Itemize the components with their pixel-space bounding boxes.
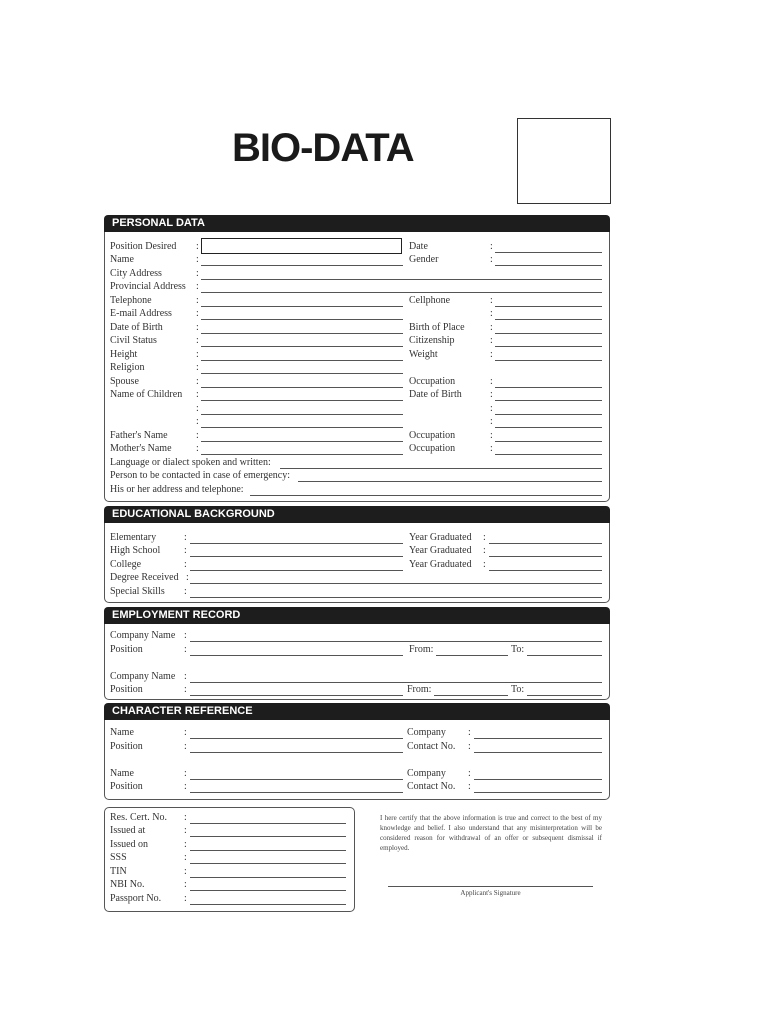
to-date-line[interactable] bbox=[527, 655, 602, 656]
label-reference-contact: Contact No. bbox=[407, 741, 456, 752]
label-reference-position: Position bbox=[110, 741, 143, 752]
company-name-line[interactable] bbox=[190, 682, 602, 683]
colon: : bbox=[184, 825, 187, 836]
year-graduated-line[interactable] bbox=[489, 570, 602, 571]
colon: : bbox=[184, 866, 187, 877]
colon: : bbox=[184, 879, 187, 890]
father-occupation-line[interactable] bbox=[495, 441, 602, 442]
colon: : bbox=[186, 572, 189, 583]
colon: : bbox=[468, 781, 471, 792]
colon: : bbox=[490, 322, 493, 333]
label-emergency-contact: Person to be contacted in case of emergency: bbox=[110, 470, 291, 481]
label-from: From: bbox=[407, 684, 432, 695]
child-dob-line[interactable] bbox=[495, 414, 602, 415]
label-company-name: Company Name bbox=[110, 630, 176, 641]
colon: : bbox=[196, 295, 199, 306]
label-height: Height bbox=[110, 349, 138, 360]
degree-line[interactable] bbox=[190, 583, 602, 584]
colon: : bbox=[184, 545, 187, 556]
reference-box bbox=[104, 720, 610, 800]
child-name-line[interactable] bbox=[201, 400, 403, 401]
cellphone-line[interactable] bbox=[495, 306, 602, 307]
provincial-address-line[interactable] bbox=[201, 292, 602, 293]
name-line[interactable] bbox=[201, 265, 403, 266]
reference-company-line[interactable] bbox=[474, 779, 602, 780]
date-line[interactable] bbox=[495, 252, 602, 253]
colon: : bbox=[490, 376, 493, 387]
special-skills-line[interactable] bbox=[190, 597, 602, 598]
signature-line[interactable] bbox=[388, 886, 593, 887]
colon: : bbox=[196, 254, 199, 265]
colon: : bbox=[196, 389, 199, 400]
label-to: To: bbox=[511, 644, 525, 655]
label-reference-company: Company bbox=[407, 727, 446, 738]
colon: : bbox=[490, 335, 493, 346]
label-res-cert: Res. Cert. No. bbox=[110, 812, 167, 823]
label-year-graduated: Year Graduated bbox=[409, 559, 472, 570]
label-position: Position bbox=[110, 644, 143, 655]
father-name-line[interactable] bbox=[201, 441, 403, 442]
colon: : bbox=[196, 308, 199, 319]
emergency-contact-line[interactable] bbox=[298, 481, 602, 482]
colon: : bbox=[490, 416, 493, 427]
child-name-line[interactable] bbox=[201, 414, 403, 415]
colon: : bbox=[490, 308, 493, 319]
label-mother-name: Mother's Name bbox=[110, 443, 172, 454]
colon: : bbox=[196, 416, 199, 427]
reference-position-line[interactable] bbox=[190, 752, 403, 753]
label-reference-name: Name bbox=[110, 727, 134, 738]
colon: : bbox=[490, 389, 493, 400]
colon: : bbox=[184, 644, 187, 655]
education-box bbox=[104, 523, 610, 603]
year-graduated-line[interactable] bbox=[489, 543, 602, 544]
label-telephone: Telephone bbox=[110, 295, 152, 306]
colon: : bbox=[184, 630, 187, 641]
label-from: From: bbox=[409, 644, 434, 655]
cellphone-line-2[interactable] bbox=[495, 319, 602, 320]
mother-name-line[interactable] bbox=[201, 454, 403, 455]
spouse-occupation-line[interactable] bbox=[495, 387, 602, 388]
colon: : bbox=[490, 403, 493, 414]
section-header-personal: PERSONAL DATA bbox=[104, 215, 610, 232]
issued-at-line[interactable] bbox=[190, 836, 346, 837]
colon: : bbox=[184, 781, 187, 792]
colon: : bbox=[483, 545, 486, 556]
label-birth-place: Birth of Place bbox=[409, 322, 465, 333]
label-company-name: Company Name bbox=[110, 671, 176, 682]
label-name-of-children: Name of Children bbox=[110, 389, 183, 400]
colon: : bbox=[184, 727, 187, 738]
colon: : bbox=[468, 727, 471, 738]
label-special-skills: Special Skills bbox=[110, 586, 165, 597]
colon: : bbox=[184, 532, 187, 543]
reference-contact-line[interactable] bbox=[474, 752, 602, 753]
child-dob-line[interactable] bbox=[495, 427, 602, 428]
reference-name-line[interactable] bbox=[190, 738, 403, 739]
colon: : bbox=[196, 322, 199, 333]
year-graduated-line[interactable] bbox=[489, 556, 602, 557]
label-elementary: Elementary bbox=[110, 532, 157, 543]
label-high-school: High School bbox=[110, 545, 161, 556]
label-position-desired: Position Desired bbox=[110, 241, 177, 252]
high-school-line[interactable] bbox=[190, 556, 403, 557]
label-language: Language or dialect spoken and written: bbox=[110, 457, 271, 468]
emergency-address-line[interactable] bbox=[250, 495, 602, 496]
height-line[interactable] bbox=[201, 360, 403, 361]
mother-occupation-line[interactable] bbox=[495, 454, 602, 455]
colon: : bbox=[184, 852, 187, 863]
colon: : bbox=[468, 768, 471, 779]
child-name-line[interactable] bbox=[201, 427, 403, 428]
colon: : bbox=[184, 684, 187, 695]
label-nbi: NBI No. bbox=[110, 879, 145, 890]
label-reference-contact: Contact No. bbox=[407, 781, 456, 792]
label-year-graduated: Year Graduated bbox=[409, 532, 472, 543]
spouse-line[interactable] bbox=[201, 387, 403, 388]
reference-contact-line[interactable] bbox=[474, 792, 602, 793]
colon: : bbox=[196, 241, 199, 252]
colon: : bbox=[196, 281, 199, 292]
date-of-birth-line[interactable] bbox=[201, 333, 403, 334]
civil-status-line[interactable] bbox=[201, 346, 403, 347]
label-sss: SSS bbox=[110, 852, 127, 863]
colon: : bbox=[490, 254, 493, 265]
colon: : bbox=[196, 443, 199, 454]
college-line[interactable] bbox=[190, 570, 403, 571]
section-header-employment: EMPLOYMENT RECORD bbox=[104, 607, 610, 624]
label-father-name: Father's Name bbox=[110, 430, 168, 441]
label-year-graduated: Year Graduated bbox=[409, 545, 472, 556]
colon: : bbox=[184, 559, 187, 570]
colon: : bbox=[184, 741, 187, 752]
label-tin: TIN bbox=[110, 866, 127, 877]
colon: : bbox=[184, 893, 187, 904]
label-provincial-address: Provincial Address bbox=[110, 281, 186, 292]
label-reference-position: Position bbox=[110, 781, 143, 792]
label-city-address: City Address bbox=[110, 268, 162, 279]
colon: : bbox=[184, 586, 187, 597]
label-spouse: Spouse bbox=[110, 376, 139, 387]
photo-box bbox=[517, 118, 611, 204]
citizenship-line[interactable] bbox=[495, 346, 602, 347]
label-degree: Degree Received bbox=[110, 572, 179, 583]
label-email: E-mail Address bbox=[110, 308, 172, 319]
birth-place-line[interactable] bbox=[495, 333, 602, 334]
city-address-line[interactable] bbox=[201, 279, 602, 280]
colon: : bbox=[196, 430, 199, 441]
label-mother-occupation: Occupation bbox=[409, 443, 456, 454]
colon: : bbox=[483, 532, 486, 543]
company-name-line[interactable] bbox=[190, 641, 602, 642]
nbi-line[interactable] bbox=[190, 890, 346, 891]
religion-line[interactable] bbox=[201, 373, 403, 374]
label-emergency-address: His or her address and telephone: bbox=[110, 484, 244, 495]
res-cert-line[interactable] bbox=[190, 823, 346, 824]
reference-company-line[interactable] bbox=[474, 738, 602, 739]
signature-label: Applicant's Signature bbox=[460, 889, 521, 897]
label-to: To: bbox=[511, 684, 525, 695]
label-name: Name bbox=[110, 254, 134, 265]
email-line[interactable] bbox=[201, 319, 403, 320]
colon: : bbox=[184, 812, 187, 823]
label-date-of-birth: Date of Birth bbox=[110, 322, 163, 333]
label-reference-company: Company bbox=[407, 768, 446, 779]
elementary-line[interactable] bbox=[190, 543, 403, 544]
label-weight: Weight bbox=[409, 349, 438, 360]
colon: : bbox=[483, 559, 486, 570]
label-issued-on: Issued on bbox=[110, 839, 149, 850]
to-date-line[interactable] bbox=[527, 695, 602, 696]
colon: : bbox=[196, 376, 199, 387]
label-date: Date bbox=[409, 241, 428, 252]
reference-position-line[interactable] bbox=[190, 792, 403, 793]
label-passport: Passport No. bbox=[110, 893, 162, 904]
weight-line[interactable] bbox=[495, 360, 602, 361]
child-dob-line[interactable] bbox=[495, 400, 602, 401]
colon: : bbox=[184, 839, 187, 850]
from-date-line[interactable] bbox=[434, 695, 508, 696]
label-civil-status: Civil Status bbox=[110, 335, 157, 346]
section-header-education: EDUCATIONAL BACKGROUND bbox=[104, 506, 610, 523]
colon: : bbox=[490, 241, 493, 252]
colon: : bbox=[196, 403, 199, 414]
label-gender: Gender bbox=[409, 254, 439, 265]
label-issued-at: Issued at bbox=[110, 825, 146, 836]
employment-box bbox=[104, 624, 610, 700]
position-desired-input[interactable] bbox=[201, 238, 402, 254]
gender-line[interactable] bbox=[495, 265, 602, 266]
colon: : bbox=[196, 362, 199, 373]
from-date-line[interactable] bbox=[436, 655, 508, 656]
colon: : bbox=[184, 671, 187, 682]
page-title: BIO-DATA bbox=[232, 126, 414, 170]
tin-line[interactable] bbox=[190, 877, 346, 878]
label-religion: Religion bbox=[110, 362, 145, 373]
label-college: College bbox=[110, 559, 142, 570]
colon: : bbox=[490, 443, 493, 454]
label-reference-name: Name bbox=[110, 768, 134, 779]
colon: : bbox=[490, 295, 493, 306]
position-line[interactable] bbox=[190, 695, 403, 696]
section-header-reference: CHARACTER REFERENCE bbox=[104, 703, 610, 720]
passport-line[interactable] bbox=[190, 904, 346, 905]
colon: : bbox=[490, 430, 493, 441]
label-citizenship: Citizenship bbox=[409, 335, 455, 346]
label-cellphone: Cellphone bbox=[409, 295, 451, 306]
label-father-occupation: Occupation bbox=[409, 430, 456, 441]
colon: : bbox=[468, 741, 471, 752]
colon: : bbox=[196, 349, 199, 360]
sss-line[interactable] bbox=[190, 863, 346, 864]
label-spouse-occupation: Occupation bbox=[409, 376, 456, 387]
certification-text: I here certify that the above information is true and correct to the best of my knowledge and belief. I also understand that any misinterpretation will be considered reason for withdrawal of an offer or subsequent dismissal if employed. bbox=[380, 814, 602, 852]
language-line[interactable] bbox=[280, 468, 602, 469]
reference-name-line[interactable] bbox=[190, 779, 403, 780]
telephone-line[interactable] bbox=[201, 306, 403, 307]
colon: : bbox=[184, 768, 187, 779]
colon: : bbox=[196, 335, 199, 346]
label-position: Position bbox=[110, 684, 143, 695]
colon: : bbox=[490, 349, 493, 360]
colon: : bbox=[196, 268, 199, 279]
position-line[interactable] bbox=[190, 655, 403, 656]
label-child-date-of-birth: Date of Birth bbox=[409, 389, 462, 400]
issued-on-line[interactable] bbox=[190, 850, 346, 851]
